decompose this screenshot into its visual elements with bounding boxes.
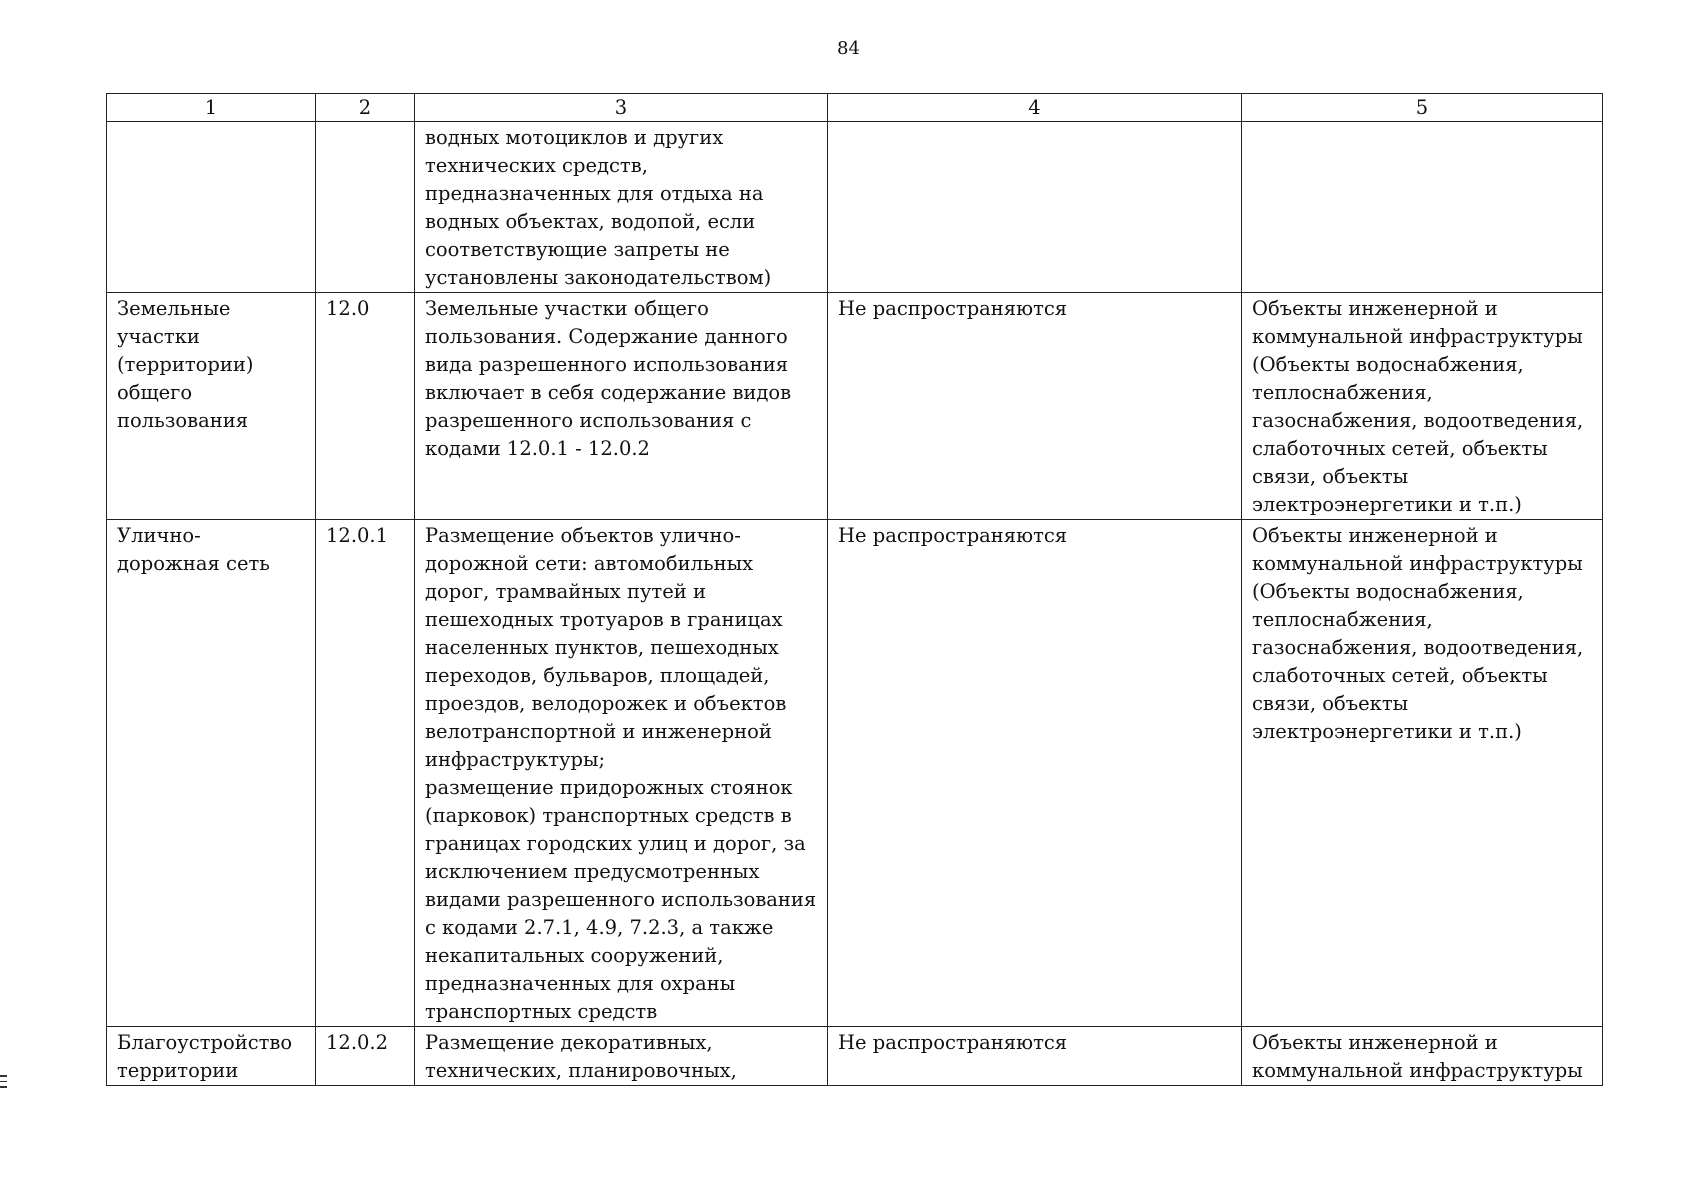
use-description-cell: водных мотоциклов и других технических средств, предназначенных для отдыха на водных объектах, водопой, если соответствующие запреты не установлены законодательством) (415, 122, 828, 293)
use-code-cell: 12.0 (316, 293, 415, 520)
use-code-cell (316, 122, 415, 293)
use-description-cell: Размещение объектов улично- дорожной сети: автомобильных дорог, трамвайных путей и пешеходных тротуаров в границах населенных пунктов, пешеходных переходов, бульваров, площадей, проездов, велодорожек и объектов велотранспортной и инженерной инфраструктуры; размещение придорожных стоянок (парковок) транспортных средств в границах городских улиц и дорог, за исключением предусмотренных видами разрешенного использования с кодами 2.7.1, 4.9, 7.2.3, а также некапитальных сооружений, предназначенных для охраны транспортных средств (415, 520, 828, 1027)
scan-edge-mark (0, 1075, 7, 1095)
column-header-1: 1 (107, 94, 316, 122)
column-header-4: 4 (828, 94, 1242, 122)
column-header-2: 2 (316, 94, 415, 122)
use-description-cell: Размещение декоративных, технических, планировочных, (415, 1027, 828, 1086)
permitted-objects-cell (1242, 122, 1603, 293)
table-row (107, 1027, 1603, 1086)
land-use-table (106, 93, 1603, 1086)
table-row (107, 520, 1603, 1027)
use-code-cell: 12.0.2 (316, 1027, 415, 1086)
column-header-3: 3 (415, 94, 828, 122)
restrictions-cell (828, 122, 1242, 293)
permitted-objects-cell: Объекты инженерной и коммунальной инфраструктуры (1242, 1027, 1603, 1086)
use-description-cell: Земельные участки общего пользования. Содержание данного вида разрешенного использования включает в себя содержание видов разрешенного использования с кодами 12.0.1 - 12.0.2 (415, 293, 828, 520)
column-header-5: 5 (1242, 94, 1603, 122)
use-code-cell: 12.0.1 (316, 520, 415, 1027)
table-row (107, 122, 1603, 293)
table-row (107, 293, 1603, 520)
permitted-objects-cell: Объекты инженерной и коммунальной инфраструктуры (Объекты водоснабжения, теплоснабжения, газоснабжения, водоотведения, слаботочных сетей, объекты связи, объекты электроэнергетики и т.п.) (1242, 293, 1603, 520)
use-name-cell (107, 122, 316, 293)
use-name-cell: Улично- дорожная сеть (107, 520, 316, 1027)
restrictions-cell: Не распространяются (828, 1027, 1242, 1086)
permitted-objects-cell: Объекты инженерной и коммунальной инфраструктуры (Объекты водоснабжения, теплоснабжения, газоснабжения, водоотведения, слаботочных сетей, объекты связи, объекты электроэнергетики и т.п.) (1242, 520, 1603, 1027)
table-header-row (107, 94, 1603, 122)
restrictions-cell: Не распространяются (828, 293, 1242, 520)
restrictions-cell: Не распространяются (828, 520, 1242, 1027)
page-number: 84 (837, 38, 860, 59)
use-name-cell: Земельные участки (территории) общего пользования (107, 293, 316, 520)
use-name-cell: Благоустройство территории (107, 1027, 316, 1086)
